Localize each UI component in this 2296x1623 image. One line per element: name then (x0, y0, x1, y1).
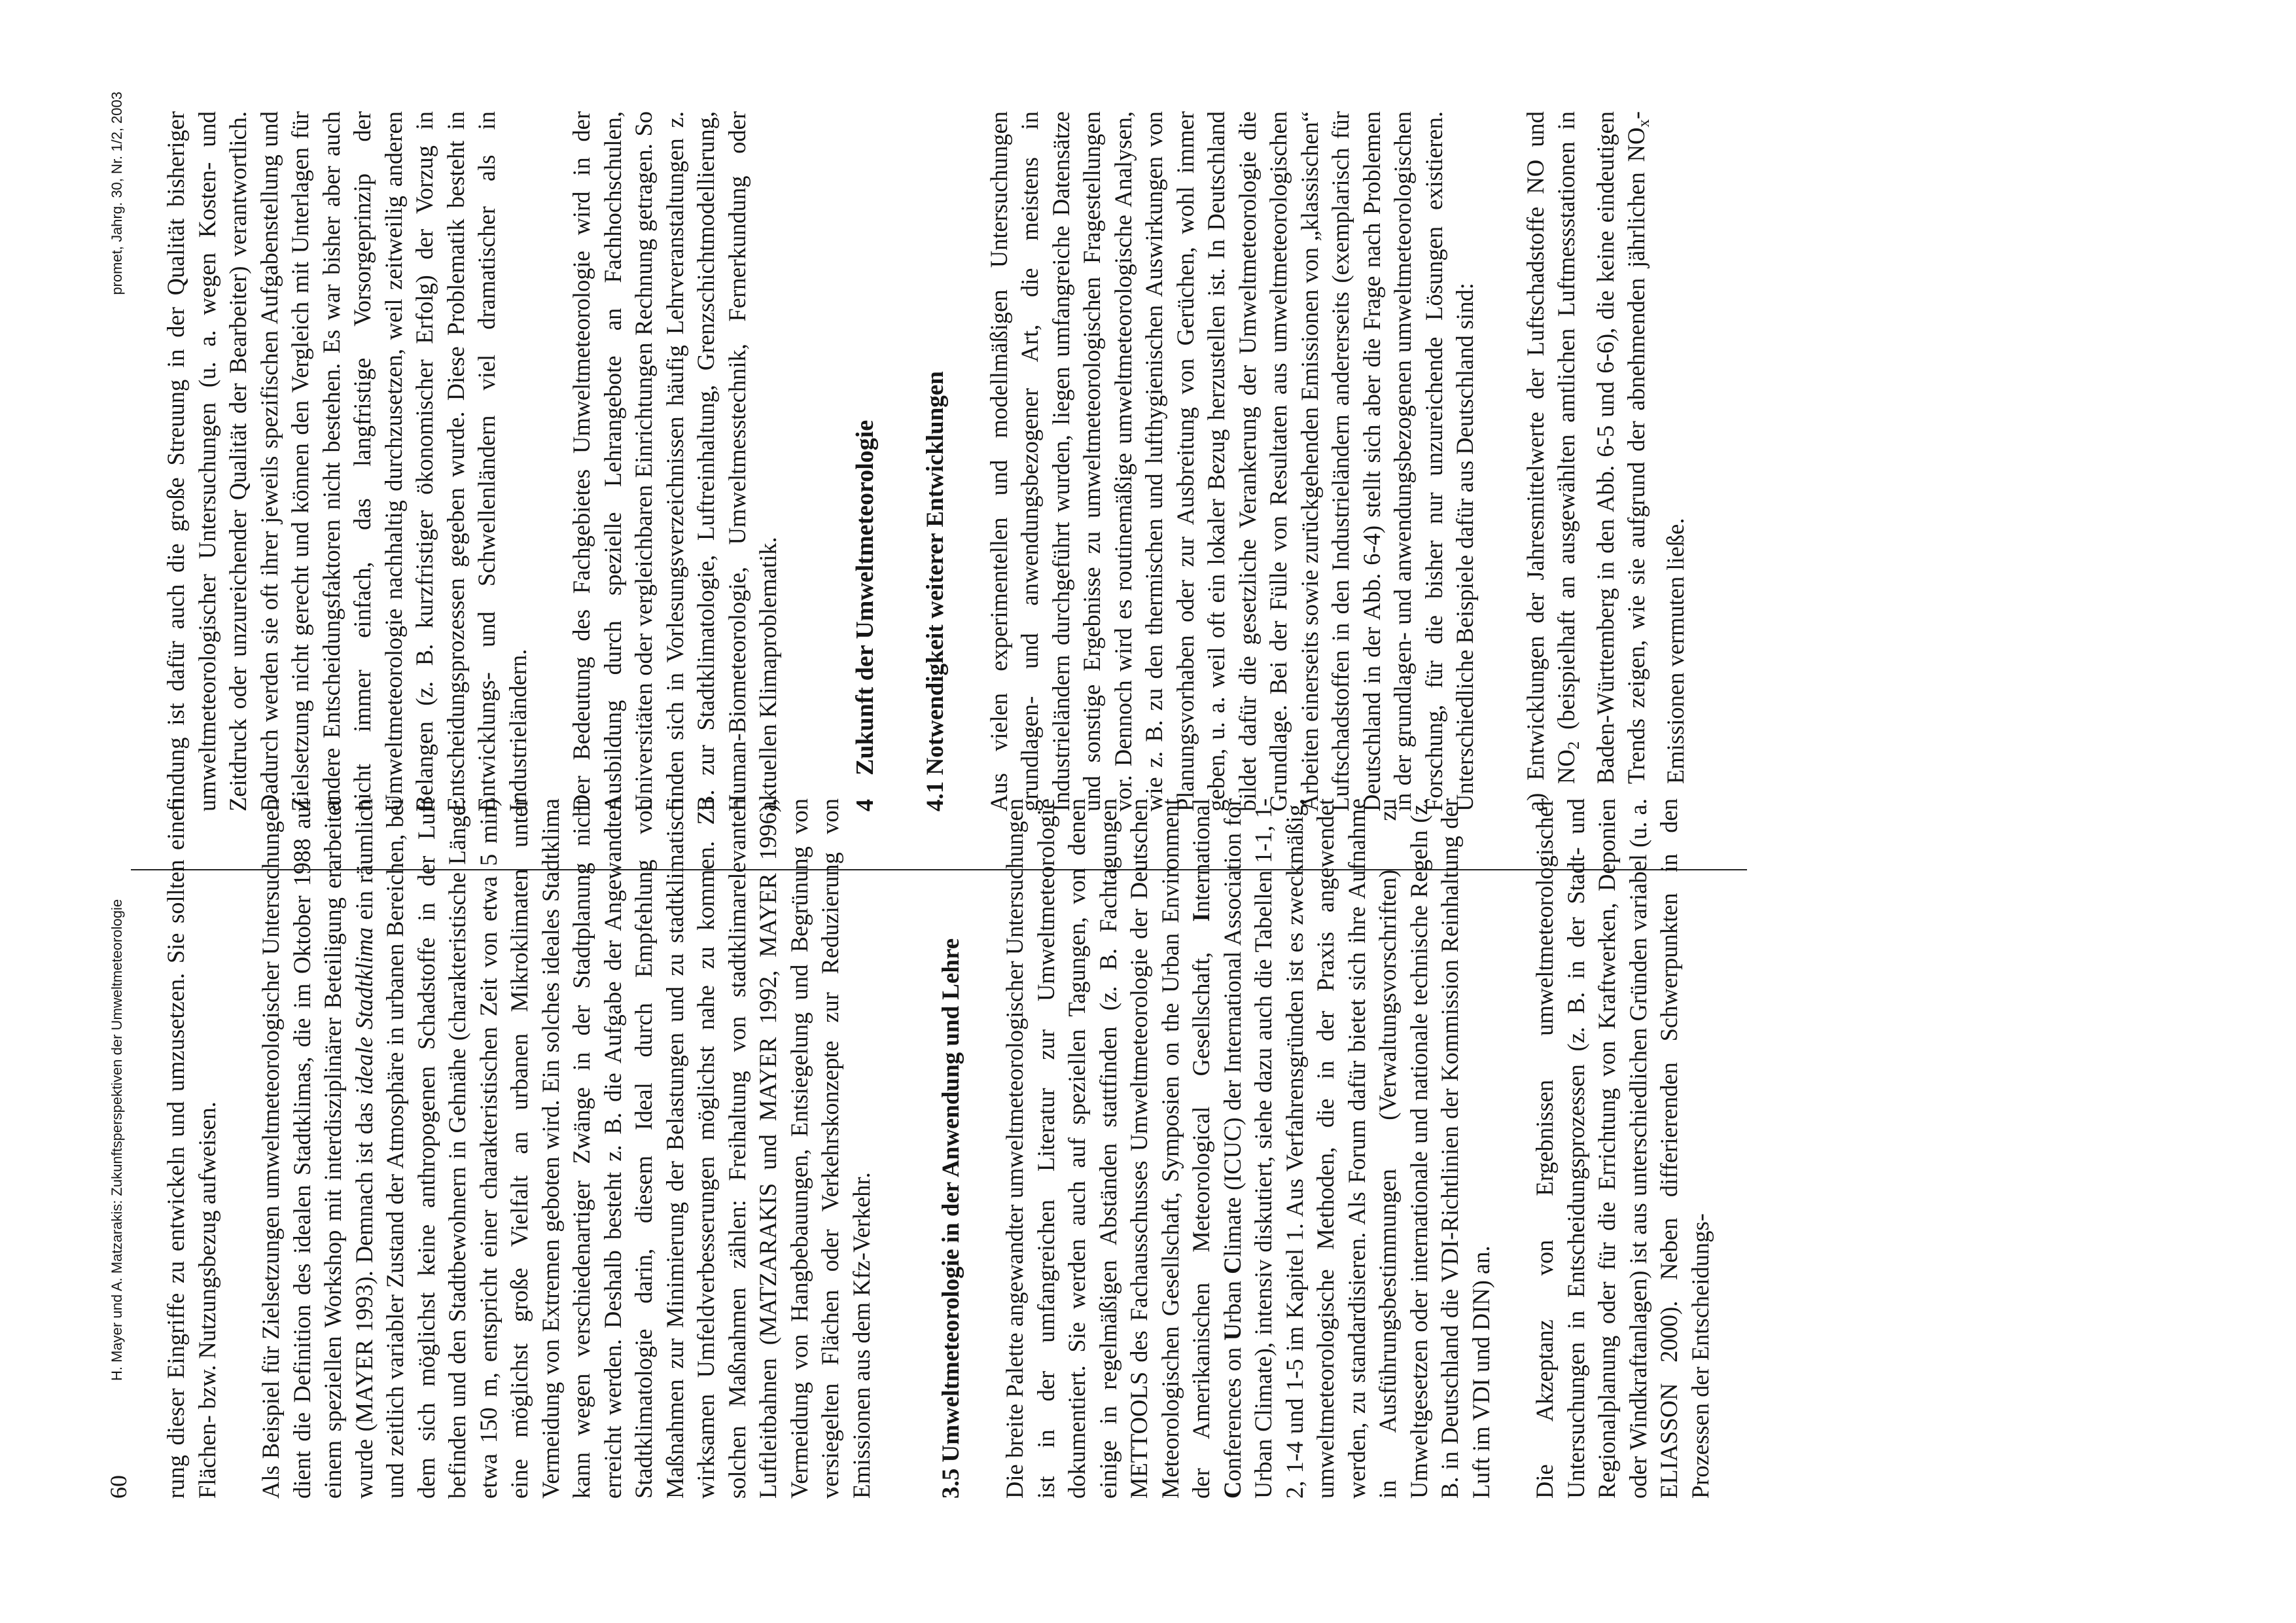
running-title: H. Mayer und A. Matzarakis: Zukunftsperspektiven der Umweltmeteorologie (109, 899, 125, 1381)
emphasis-term: ideale Stadtklima (350, 927, 378, 1096)
paragraph: Die Akzeptanz von Ergebnissen umweltmeteorologischer Untersuchungen in Entscheidungsprozessen (z. B. in der Stadt- und Regionalplanung oder für die Errichtung von Kraftwerken, Deponien oder Windkraftanlagen) ist aus unterschiedlichen Gründen variabel (u. a. ELIASSON 2000). Neben differierenden Schwerpunkten in den Prozessen der Entscheidungs- (1531, 798, 1714, 1499)
chapter-heading-4: 4Zukunft der Umweltmeteorologie (851, 419, 879, 812)
journal-citation: promet, Jahrg. 30, Nr. 1/2, 2003 (109, 92, 125, 295)
section-heading-3-5: 3.5 Umweltmeteorologie in der Anwendung und Lehre (938, 938, 964, 1499)
list-item: a) Entwicklungen der Jahresmittelwerte der Luftschadstoffe NO und $NO_2$ (beispielhaft an ausgewählten amtlichen Luftmessstationen in Baden-Württemberg in den Abb. 6-5 und 6-6), die keine eindeutigen Trends zeigen, wie sie aufgrund der abnehmenden jährlichen $NO_x$-Emissionen vermuten ließe. (1521, 111, 1689, 812)
section-heading-4-1: 4.1 Notwendigkeit weiterer Entwicklungen (921, 371, 949, 812)
paragraph: Der Bedeutung des Fachgebietes Umweltmeteorologie wird in der Ausbildung durch spezielle Lehrangebote an Fachhochschulen, Universitäten oder vergleichbaren Einrichtungen Rechnung getragen. So finden sich in Vorlesungsverzeichnissen häufig Lehrveranstaltungen z. B. zur Stadtklimatologie, Luftreinhaltung, Grenzschichtmodellierung, Human-Biometeorologie, Umweltmesstechnik, Fernerkundung oder aktuellen Klimaproblematik. (568, 111, 781, 812)
page-number: 60 (105, 1475, 132, 1499)
example-list (1520, 111, 1691, 812)
running-header (98, 92, 137, 1499)
left-column (160, 798, 1748, 1499)
right-column (160, 111, 1691, 812)
paragraph-ideal-city-climate: Als Beispiel für Zielsetzungen umweltmeteorologischer Untersuchungen dient die Definition des idealen Stadtklimas, die im Oktober 1988 auf einem speziellen Workshop mit interdisziplinärer Beteiligung erarbeitet wurde (MAYER 1993). Demnach ist das ideale Stadtklima ein räumlich und zeitlich variabler Zustand der Atmosphäre in urbanen Bereichen, bei dem sich möglichst keine anthropogenen Schadstoffe in der Luft befinden und den Stadtbewohnern in Gehnähe (charakteristische Länge: etwa 150 m, entspricht einer charakteristischen Zeit von etwa 5 min) eine möglichst große Vielfalt an urbanen Mikroklimaten unter Vermeidung von Extremen geboten wird. Ein solches ideales Stadtklima kann wegen verschiedenartiger Zwänge in der Stadtplanung nicht erreicht werden. Deshalb besteht z. B. die Aufgabe der Angewandten Stadtklimatologie darin, diesem Ideal durch Empfehlung von Maßnahmen zur Minimierung der Belastungen und zu stadtklimatisch wirksamen Umfeldverbesserungen möglichst nahe zu kommen. Zu solchen Maßnahmen zählen: Freihaltung von stadtklimarelevanten Luftleitbahnen (MATZARAKIS und MAYER 1992, MAYER 1996), Vermeidung von Hangbebauungen, Entsiegelung und Begrünung von versiegelten Flächen oder Verkehrskonzepte zur Reduzierung von Emissionen aus dem Kfz-Verkehr. (257, 798, 875, 1499)
paragraph: rung dieser Eingriffe zu entwickeln und umzusetzen. Sie sollten einen Flächen- bzw. Nutzungsbezug aufweisen. (162, 798, 221, 1499)
paragraph: Aus vielen experimentellen und modellmäßigen Untersuchungen grundlagen- und anwendungsbezogener Art, die meistens in Industrieländern durchgeführt wurden, liegen umfangreiche Datensätze und sonstige Ergebnisse zu umweltmeteorologischen Fragestellungen vor. Dennoch wird es routinemäßige umweltmeteorologische Analysen, wie z. B. zu den thermischen und lufthygienischen Auswirkungen von Planungsvorhaben oder zur Ausbreitung von Gerüchen, wohl immer geben, u. a. weil oft ein lokaler Bezug herzustellen ist. In Deutschland bildet dafür die gesetzliche Verankerung der Umweltmeteorologie die Grundlage. Bei der Fülle von Resultaten aus umweltmeteorologischen Arbeiten einerseits sowie zurückgehenden Emissionen von „klassischen“ Luftschadstoffen in den Industrieländern andererseits (exemplarisch für Deutschland in der Abb. 6-4) stellt sich aber die Frage nach Problemen in der grundlagen- und anwendungsbezogenen umweltmeteorologischen Forschung, für die bisher nur unzureichende Lösungen existieren. Unterschiedliche Beispiele dafür aus Deutschland sind: (985, 111, 1478, 812)
paragraph: findung ist dafür auch die große Streuung in der Qualität bisheriger umweltmeteorologischer Untersuchungen (u. a. wegen Kosten- und Zeitdruck oder unzureichender Qualität der Bearbeiter) verantwortlich. Dadurch werden sie oft ihrer jeweils spezifischen Aufgabenstellung und Zielsetzung nicht gerecht und können den Vergleich mit Unterlagen für andere Entscheidungsfaktoren nicht bestehen. Es war bisher aber auch nicht immer einfach, das langfristige Vorsorgeprinzip der Umweltmeteorologie nachhaltig durchzusetzen, weil zeitweilig anderen Belangen (z. B. kurzfristiger ökonomischer Erfolg) der Vorzug in Entscheidungsprozessen gegeben wurde. Diese Problematik besteht in Entwicklungs- und Schwellenländern viel dramatischer als in Industrieländern. (162, 111, 531, 812)
paragraph: Die breite Palette angewandter umweltmeteorologischer Untersuchungen ist in der umfangreichen Literatur zur Umweltmeteorologie dokumentiert. Sie werden auch auf speziellen Tagungen, von denen einige in regelmäßigen Abständen stattfinden (z. B. Fachtagungen METTOOLS des Fachausschusses Umweltmeteorologie der Deutschen Meteorologischen Gesellschaft, Symposien on the Urban Environment der Amerikanischen Meteorological Gesellschaft, International Conferences on Urban Climate (ICUC) der International Association for Urban Climate), intensiv diskutiert, siehe dazu auch die Tabellen 1-1, 1-2, 1-4 und 1-5 im Kapitel 1. Aus Verfahrensgründen ist es zweckmäßig, umweltmeteorologische Methoden, die in der Praxis angewendet werden, zu standardisieren. Als Forum dafür bietet sich ihre Aufnahme in Ausführungsbestimmungen (Verwaltungsvorschriften) zu Umweltgesetzen oder internationale und nationale technische Regeln (z. B. in Deutschland die VDI-Richtlinien der Kommission Reinhaltung der Luft im VDI und DIN) an. (1001, 798, 1494, 1499)
